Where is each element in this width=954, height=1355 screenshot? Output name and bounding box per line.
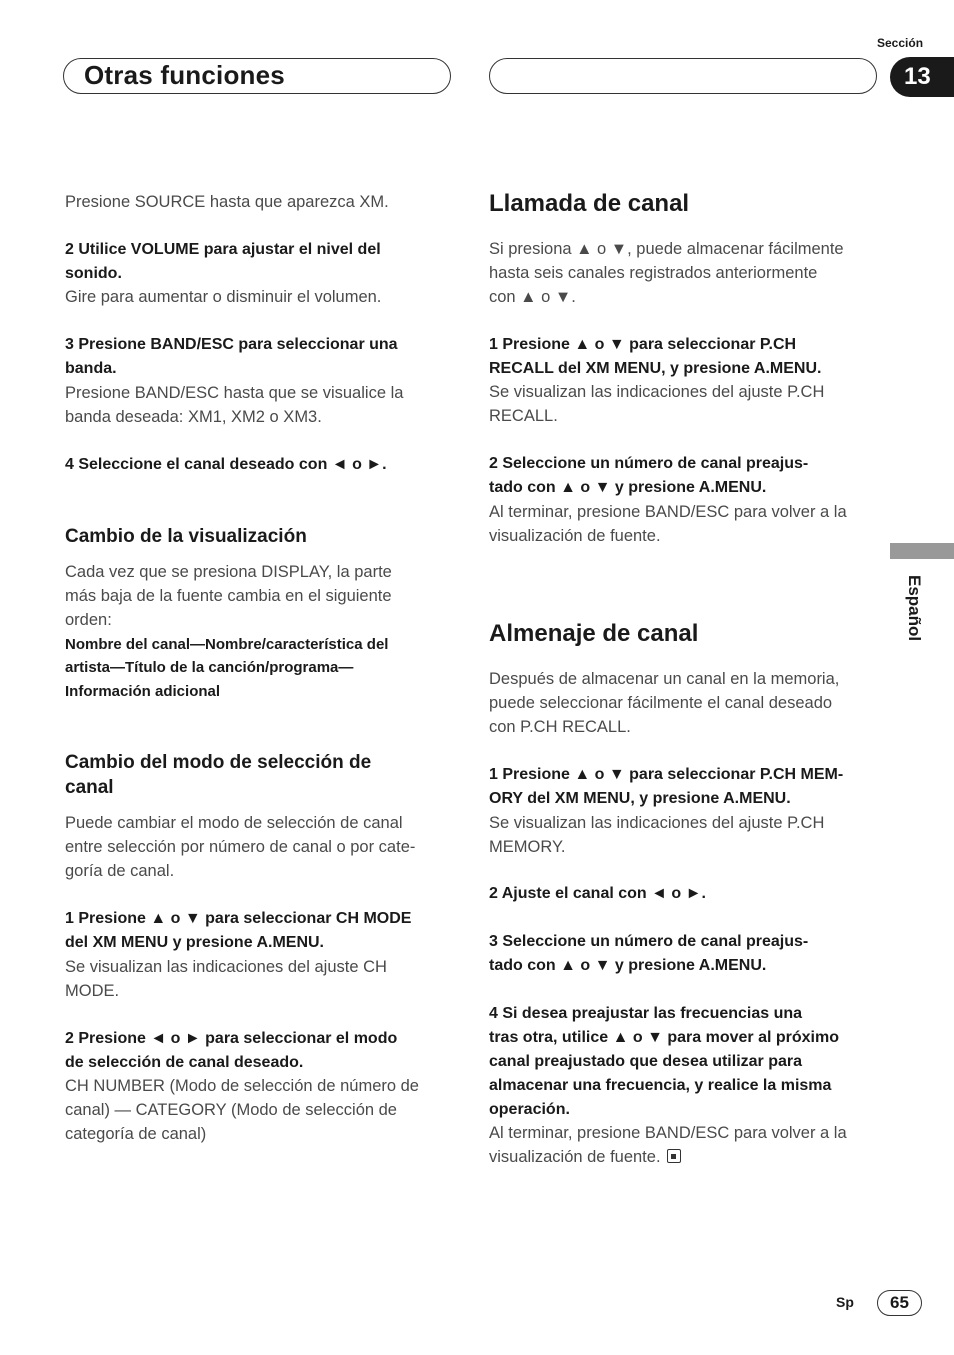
step-heading: 2 Ajuste el canal con ◄ o ►.	[489, 885, 706, 902]
step-heading: de selección de canal deseado.	[65, 1054, 304, 1071]
step-heading: tado con ▲ o ▼ y presione A.MENU.	[489, 957, 767, 974]
paragraph: Gire para aumentar o disminuir el volumen.	[65, 288, 382, 306]
paragraph: CH NUMBER (Modo de selección de número de	[65, 1077, 419, 1095]
step-heading: del XM MENU y presione A.MENU.	[65, 934, 324, 951]
step-heading: sonido.	[65, 265, 122, 282]
paragraph: orden:	[65, 611, 112, 629]
language-tab-bar	[890, 543, 954, 559]
paragraph: Puede cambiar el modo de selección de canal	[65, 814, 403, 832]
paragraph: puede seleccionar fácilmente el canal deseado	[489, 694, 833, 712]
paragraph: Se visualizan las indicaciones del ajuste P.CH	[489, 383, 825, 401]
step-heading: 3 Presione BAND/ESC para seleccionar una	[65, 336, 398, 353]
display-sequence: Información adicional	[65, 683, 221, 700]
step-heading: operación.	[489, 1101, 570, 1118]
paragraph: Se visualizan las indicaciones del ajuste P.CH	[489, 814, 825, 832]
subsection-heading: Cambio del modo de selección de	[65, 752, 372, 773]
paragraph	[489, 1145, 681, 1169]
paragraph-text: visualización de fuente.	[489, 1148, 661, 1166]
paragraph: goría de canal.	[65, 862, 175, 880]
step-heading: 4 Si desea preajustar las frecuencias una	[489, 1005, 803, 1022]
paragraph: banda deseada: XM1, XM2 o XM3.	[65, 408, 322, 426]
subsection-heading: canal	[65, 777, 114, 798]
step-heading: canal preajustado que desea utilizar para	[489, 1053, 802, 1070]
step-heading: 2 Seleccione un número de canal preajus-	[489, 455, 809, 472]
paragraph: RECALL.	[489, 407, 558, 425]
paragraph: entre selección por número de canal o por cate-	[65, 838, 416, 856]
step-heading: tado con ▲ o ▼ y presione A.MENU.	[489, 479, 767, 496]
paragraph: con P.CH RECALL.	[489, 718, 631, 736]
subsection-heading: Cambio de la visualización	[65, 526, 307, 547]
section-heading: Almenaje de canal	[489, 620, 699, 647]
section-label: Sección	[877, 36, 924, 50]
step-heading: almacenar una frecuencia, y realice la misma	[489, 1077, 832, 1094]
paragraph: MEMORY.	[489, 838, 566, 856]
paragraph: Presione BAND/ESC hasta que se visualice la	[65, 384, 404, 402]
step-heading: tras otra, utilice ▲ o ▼ para mover al próximo	[489, 1029, 839, 1046]
paragraph: Se visualizan las indicaciones del ajuste CH	[65, 958, 387, 976]
paragraph: Si presiona ▲ o ▼, puede almacenar fácilmente	[489, 240, 844, 258]
paragraph: más baja de la fuente cambia en el siguiente	[65, 587, 392, 605]
paragraph: visualización de fuente.	[489, 527, 661, 545]
display-sequence: artista—Título de la canción/programa—	[65, 659, 354, 676]
paragraph: Después de almacenar un canal en la memoria,	[489, 670, 840, 688]
step-heading: ORY del XM MENU, y presione A.MENU.	[489, 790, 791, 807]
footer-language-code: Sp	[836, 1294, 854, 1310]
page-title: Otras funciones	[84, 60, 285, 90]
paragraph: Al terminar, presione BAND/ESC para volver a la	[489, 503, 847, 521]
step-heading: banda.	[65, 360, 117, 377]
paragraph: con ▲ o ▼.	[489, 288, 576, 306]
step-heading: 4 Seleccione el canal deseado con ◄ o ►.	[65, 456, 387, 473]
paragraph: Al terminar, presione BAND/ESC para volver a la	[489, 1124, 847, 1142]
page-number: 65	[877, 1290, 922, 1316]
paragraph: hasta seis canales registrados anteriormente	[489, 264, 818, 282]
display-sequence: Nombre del canal—Nombre/característica del	[65, 636, 389, 653]
language-tab-label: Español	[905, 575, 924, 642]
header-right-frame	[489, 58, 877, 94]
paragraph: Cada vez que se presiona DISPLAY, la parte	[65, 563, 392, 581]
section-heading: Llamada de canal	[489, 190, 690, 217]
step-heading: 2 Utilice VOLUME para ajustar el nivel del	[65, 241, 381, 258]
end-of-section-icon	[667, 1149, 681, 1163]
step-heading: RECALL del XM MENU, y presione A.MENU.	[489, 360, 822, 377]
paragraph: Presione SOURCE hasta que aparezca XM.	[65, 193, 389, 211]
paragraph: categoría de canal)	[65, 1125, 207, 1143]
paragraph: MODE.	[65, 982, 120, 1000]
section-number: 13	[890, 57, 954, 97]
step-heading: 2 Presione ◄ o ► para seleccionar el modo	[65, 1030, 398, 1047]
step-heading: 1 Presione ▲ o ▼ para seleccionar P.CH MEM-	[489, 766, 844, 783]
step-heading: 1 Presione ▲ o ▼ para seleccionar CH MODE	[65, 910, 412, 927]
step-heading: 3 Seleccione un número de canal preajus-	[489, 933, 809, 950]
paragraph: canal) — CATEGORY (Modo de selección de	[65, 1101, 397, 1119]
step-heading: 1 Presione ▲ o ▼ para seleccionar P.CH	[489, 336, 797, 353]
